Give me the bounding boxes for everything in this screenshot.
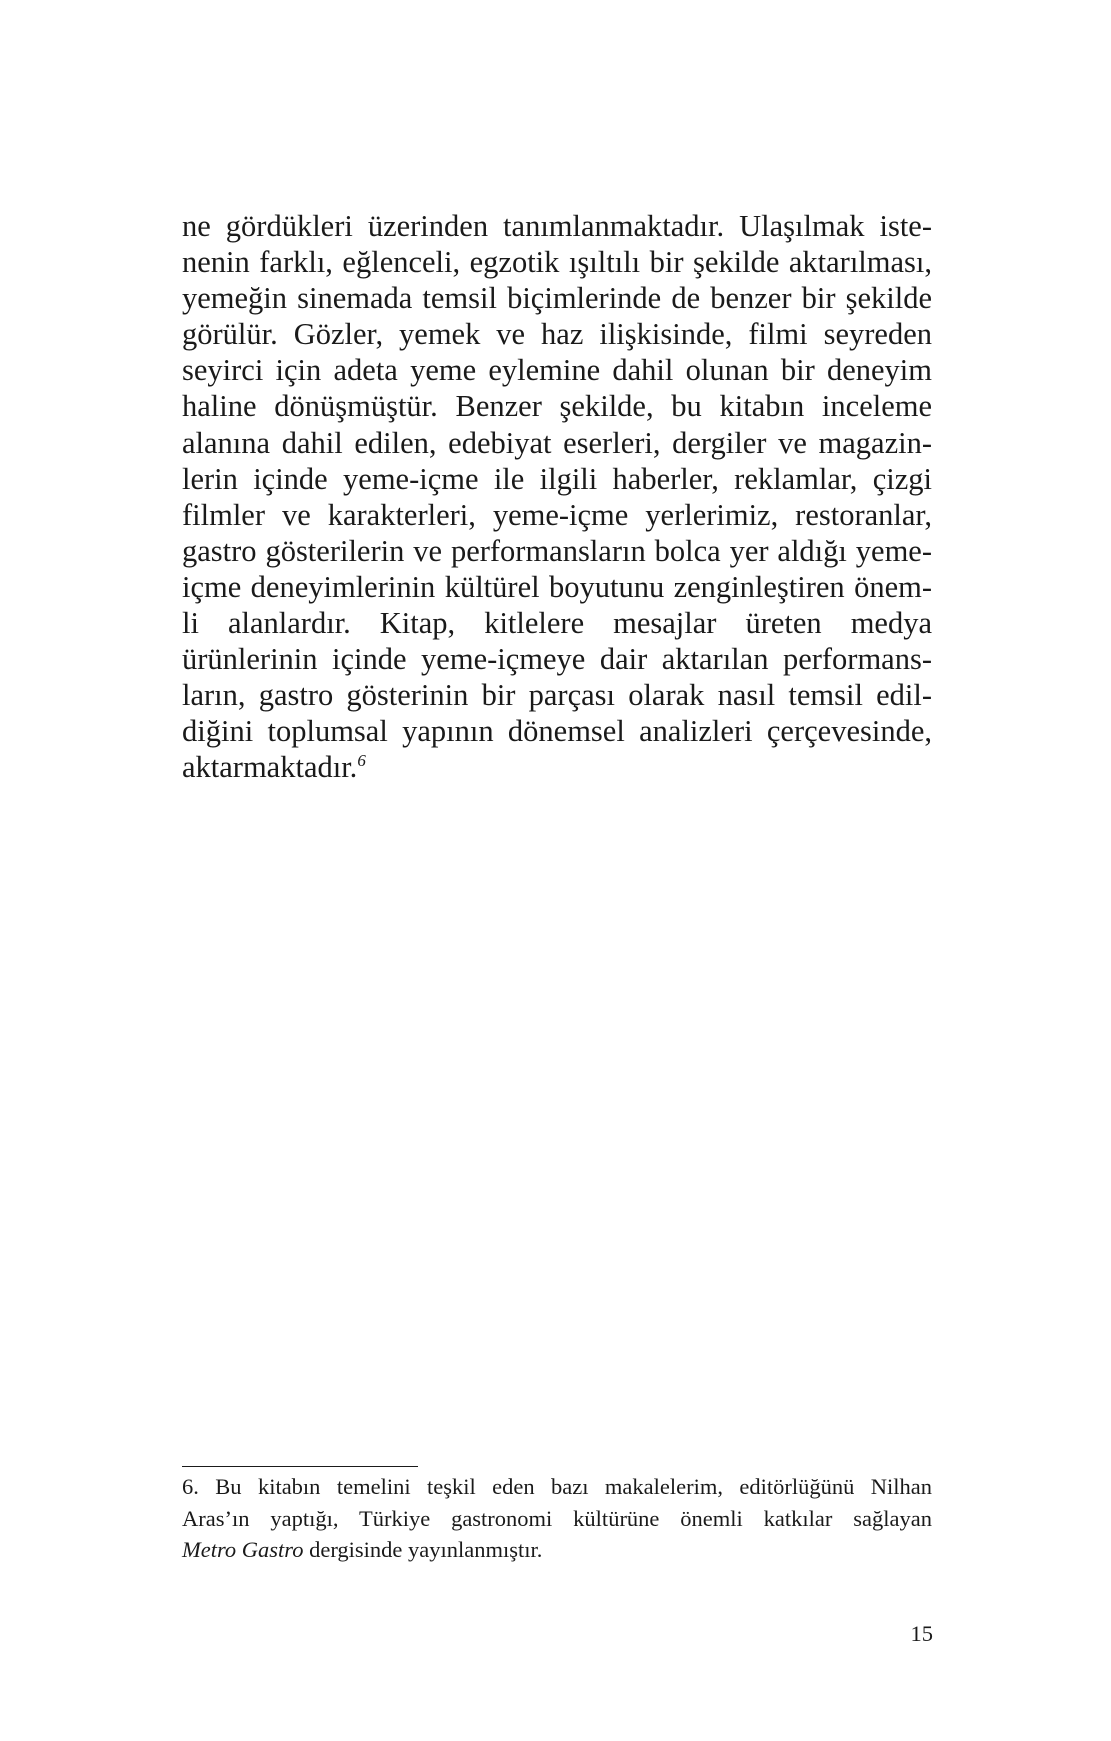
body-line: alanına dahil edilen, edebiyat eserleri, dergiler ve magazin- — [182, 425, 932, 460]
body-line: içme deneyimlerinin kültürel boyutunu zenginleştiren önem- — [182, 569, 932, 604]
footnote — [182, 1471, 932, 1566]
body-line: yemeğin sinemada temsil biçimlerinde de benzer bir şekilde — [182, 281, 932, 316]
body-line: gastro gösterilerin ve performansların bolca yer aldığı yeme- — [182, 533, 932, 568]
body-line: ların, gastro gösterinin bir parçası olarak nasıl temsil edil- — [182, 678, 932, 713]
footnote-divider — [182, 1466, 418, 1467]
body-line: lerin içinde yeme-içme ile ilgili haberler, reklamlar, çizgi — [182, 461, 932, 496]
body-line: ürünlerinin içinde yeme-içmeye dair aktarılan performans- — [182, 642, 932, 677]
body-line-last — [182, 749, 932, 785]
footnote-line-text: dergisinde yayınlanmıştır. — [303, 1537, 543, 1562]
body-line: filmler ve karakterleri, yeme-içme yerlerimiz, restoranlar, — [182, 497, 932, 532]
footnote-reference[interactable]: 6 — [357, 751, 366, 771]
body-line: görülür. Gözler, yemek ve haz ilişkisinde, filmi seyreden — [182, 317, 932, 352]
body-line: nenin farklı, eğlenceli, egzotik ışıltılı bir şekilde aktarılması, — [182, 245, 932, 280]
publication-title: Metro Gastro — [182, 1537, 304, 1562]
body-line: li alanlardır. Kitap, kitlelere mesajlar üreten medya — [182, 606, 932, 641]
body-line: ne gördükleri üzerinden tanımlanmaktadır. Ulaşılmak iste- — [182, 209, 932, 243]
page-number: 15 — [910, 1621, 933, 1646]
body-line: haline dönüşmüştür. Benzer şekilde, bu kitabın inceleme — [182, 389, 932, 424]
footnote-line: Aras’ın yaptığı, Türkiye gastronomi kültürüne önemli katkılar sağlayan — [182, 1505, 932, 1531]
footnote-line-last — [182, 1534, 932, 1566]
body-line: seyirci için adeta yeme eylemine dahil olunan bir deneyim — [182, 353, 932, 388]
footnote-line: 6. Bu kitabın temelini teşkil eden bazı makalelerim, editörlüğünü Nilhan — [182, 1474, 932, 1499]
body-line-text: aktarmaktadır. — [182, 750, 358, 785]
body-line: diğini toplumsal yapının dönemsel analizleri çerçevesinde, — [182, 714, 932, 749]
body-paragraph — [182, 208, 932, 786]
